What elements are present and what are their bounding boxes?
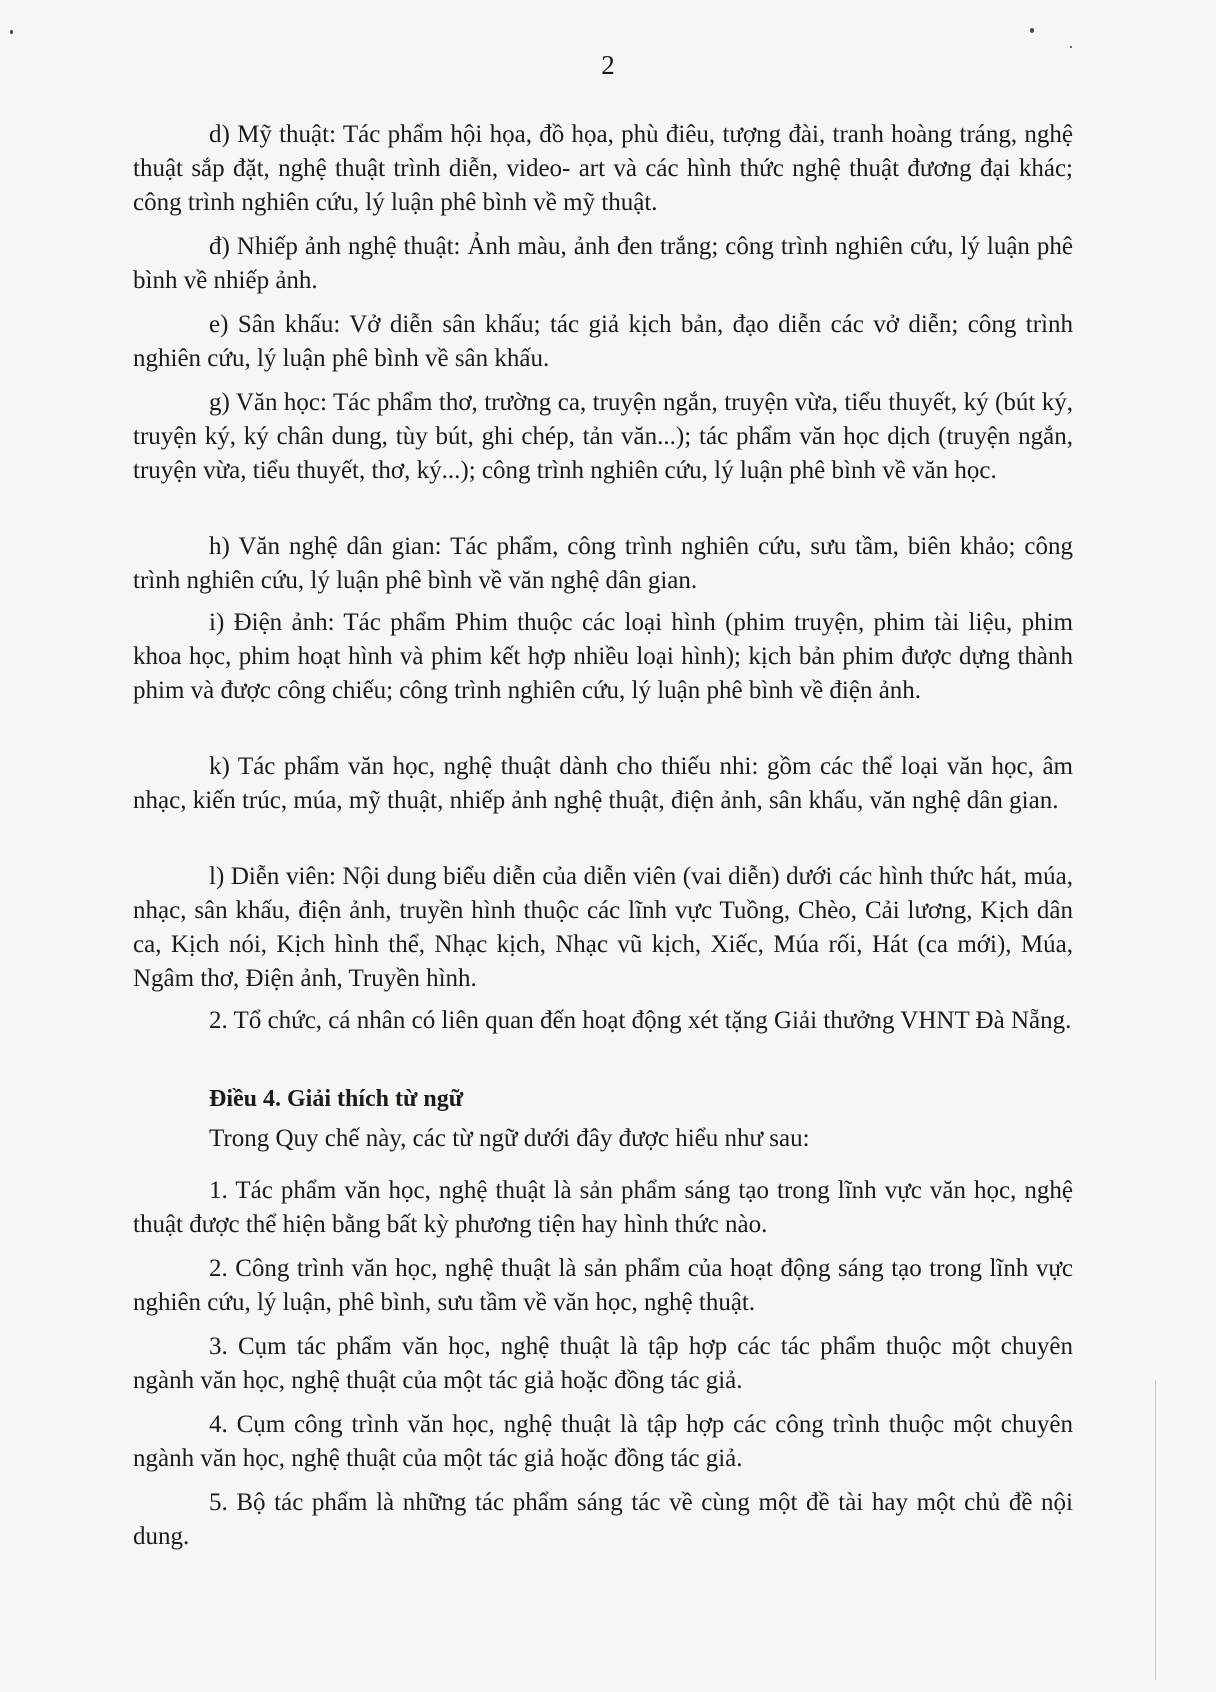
scan-edge-line <box>1155 1380 1156 1680</box>
paragraph-van-nghe-dan-gian: h) Văn nghệ dân gian: Tác phẩm, công trình nghiên cứu, sưu tầm, biên khảo; công trình nghiên cứu, lý luận phê bình về văn nghệ dân gian. <box>133 533 1073 594</box>
scan-speck <box>1070 46 1072 48</box>
paragraph-van-hoc: g) Văn học: Tác phẩm thơ, trường ca, truyện ngắn, truyện vừa, tiểu thuyết, ký (bút ký, truyện ký, ký chân dung, tùy bút, ghi chép, tản văn...); tác phẩm văn học dịch (truyện ngắn, truyện vừa, tiểu thuyết, thơ, ký...); công trình nghiên cứu, lý luận phê bình về văn học. <box>133 389 1073 484</box>
article-heading: Điều 4. Giải thích từ ngữ <box>209 1086 464 1112</box>
paragraph-dien-vien: l) Diễn viên: Nội dung biểu diễn của diễn viên (vai diễn) dưới các hình thức hát, múa, nhạc, sân khấu, điện ảnh, truyền hình thuộc các lĩnh vực Tuồng, Chèo, Cải lương, Kịch dân ca, Kịch nói, Kịch hình thể, Nhạc kịch, Nhạc vũ kịch, Xiếc, Múa rối, Hát (ca mới), Múa, Ngâm thơ, Điện ảnh, Truyền hình. <box>133 863 1073 992</box>
paragraph-to-chuc-ca-nhan: 2. Tổ chức, cá nhân có liên quan đến hoạt động xét tặng Giải thưởng VHNT Đà Nẵng. <box>209 1007 1072 1034</box>
page-number: 2 <box>601 50 615 80</box>
paragraph-san-khau: e) Sân khấu: Vở diễn sân khấu; tác giả kịch bản, đạo diễn các vở diễn; công trình nghiên cứu, lý luận phê bình về sân khấu. <box>133 311 1073 372</box>
paragraph-my-thuat: d) Mỹ thuật: Tác phẩm hội họa, đồ họa, phù điêu, tượng đài, tranh hoàng tráng, nghệ thuật sắp đặt, nghệ thuật trình diễn, video- art và các hình thức nghệ thuật đương đại khác; công trình nghiên cứu, lý luận phê bình về mỹ thuật. <box>133 121 1073 216</box>
paragraph-definition-1: 1. Tác phẩm văn học, nghệ thuật là sản phẩm sáng tạo trong lĩnh vực văn học, nghệ thuật được thể hiện bằng bất kỳ phương tiện hay hình thức nào. <box>133 1177 1073 1238</box>
paragraph-definition-3: 3. Cụm tác phẩm văn học, nghệ thuật là tập hợp các tác phẩm thuộc một chuyên ngành văn học, nghệ thuật của một tác giả hoặc đồng tác giả. <box>133 1333 1073 1394</box>
paragraph-definition-4: 4. Cụm công trình văn học, nghệ thuật là tập hợp các công trình thuộc một chuyên ngành văn học, nghệ thuật của một tác giả hoặc đồng tác giả. <box>133 1411 1073 1472</box>
paragraph-dien-anh: i) Điện ảnh: Tác phẩm Phim thuộc các loại hình (phim truyện, phim tài liệu, phim khoa học, phim hoạt hình và phim kết hợp nhiều loại hình); kịch bản phim được dựng thành phim và được công chiếu; công trình nghiên cứu, lý luận phê bình về điện ảnh. <box>133 609 1073 704</box>
scan-speck <box>1030 28 1034 33</box>
paragraph-intro: Trong Quy chế này, các từ ngữ dưới đây được hiểu như sau: <box>209 1125 810 1152</box>
paragraph-thieu-nhi: k) Tác phẩm văn học, nghệ thuật dành cho thiếu nhi: gồm các thể loại văn học, âm nhạc, kiến trúc, múa, mỹ thuật, nhiếp ảnh nghệ thuật, điện ảnh, sân khấu, văn nghệ dân gian. <box>133 753 1073 814</box>
paragraph-definition-2: 2. Công trình văn học, nghệ thuật là sản phẩm của hoạt động sáng tạo trong lĩnh vực nghiên cứu, lý luận, phê bình, sưu tầm về văn học, nghệ thuật. <box>133 1255 1073 1316</box>
paragraph-definition-5: 5. Bộ tác phẩm là những tác phẩm sáng tác về cùng một đề tài hay một chủ đề nội dung. <box>133 1489 1073 1550</box>
scan-speck <box>10 30 13 34</box>
paragraph-nhiep-anh: đ) Nhiếp ảnh nghệ thuật: Ảnh màu, ảnh đen trắng; công trình nghiên cứu, lý luận phê bình về nhiếp ảnh. <box>133 233 1073 294</box>
